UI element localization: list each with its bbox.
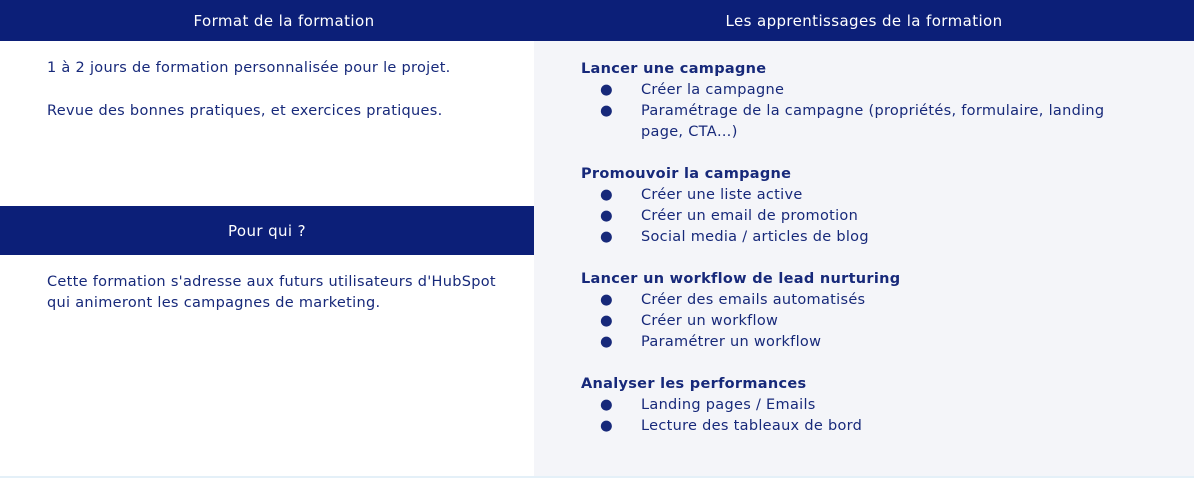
list-item (581, 332, 1141, 353)
format-practices-text: Revue des bonnes pratiques, et exercices pratiques. (47, 103, 443, 119)
bullet-icon: ● (600, 313, 613, 329)
bullet-icon: ● (600, 82, 613, 98)
section-performance (581, 374, 1141, 437)
format-header (0, 0, 568, 41)
format-duration-text: 1 à 2 jours de formation personnalisée pour le projet. (47, 60, 451, 76)
list-item-text: Landing pages / Emails (641, 397, 816, 413)
list-item (581, 395, 1141, 416)
list-item (581, 416, 1141, 437)
learning-header (534, 0, 1194, 41)
section-title: Promouvoir la campagne (581, 166, 792, 182)
list-item (581, 101, 1141, 143)
section-title: Lancer un workflow de lead nurturing (581, 271, 901, 287)
list-item (581, 80, 1141, 101)
bullet-icon: ● (600, 418, 613, 434)
list-item-text: Lecture des tableaux de bord (641, 418, 863, 434)
audience-header-title: Pour qui ? (227, 221, 307, 240)
list-item (581, 185, 1141, 206)
section-promote-campaign (581, 164, 1141, 248)
list-item (581, 311, 1141, 332)
learning-header-title: Les apprentissages de la formation (725, 11, 1003, 30)
section-title: Analyser les performances (581, 376, 807, 392)
list-item (581, 227, 1141, 248)
bullet-icon: ● (600, 208, 613, 224)
list-item-text: Paramétrage de la campagne (propriétés, formulaire, landing page, CTA…) (641, 103, 1105, 140)
list-item-text: Créer un email de promotion (641, 208, 859, 224)
bullet-icon: ● (600, 229, 613, 245)
audience-text: Cette formation s'adresse aux futurs utilisateurs d'HubSpot qui animeront les campagnes de marketing. (47, 274, 496, 311)
list-item (581, 290, 1141, 311)
list-item-text: Créer des emails automatisés (641, 292, 866, 308)
bullet-icon: ● (600, 292, 613, 308)
audience-header (0, 206, 534, 255)
list-item-text: Social media / articles de blog (641, 229, 869, 245)
section-title: Lancer une campagne (581, 61, 767, 77)
learning-sections (581, 59, 1141, 458)
list-item (581, 206, 1141, 227)
list-item-text: Paramétrer un workflow (641, 334, 822, 350)
bullet-icon: ● (600, 103, 613, 119)
bullet-icon: ● (600, 187, 613, 203)
section-launch-campaign (581, 59, 1141, 143)
format-header-title: Format de la formation (193, 11, 375, 30)
bullet-icon: ● (600, 397, 613, 413)
bullet-icon: ● (600, 334, 613, 350)
list-item-text: Créer un workflow (641, 313, 779, 329)
section-lead-nurturing (581, 269, 1141, 353)
list-item-text: Créer la campagne (641, 82, 785, 98)
list-item-text: Créer une liste active (641, 187, 803, 203)
